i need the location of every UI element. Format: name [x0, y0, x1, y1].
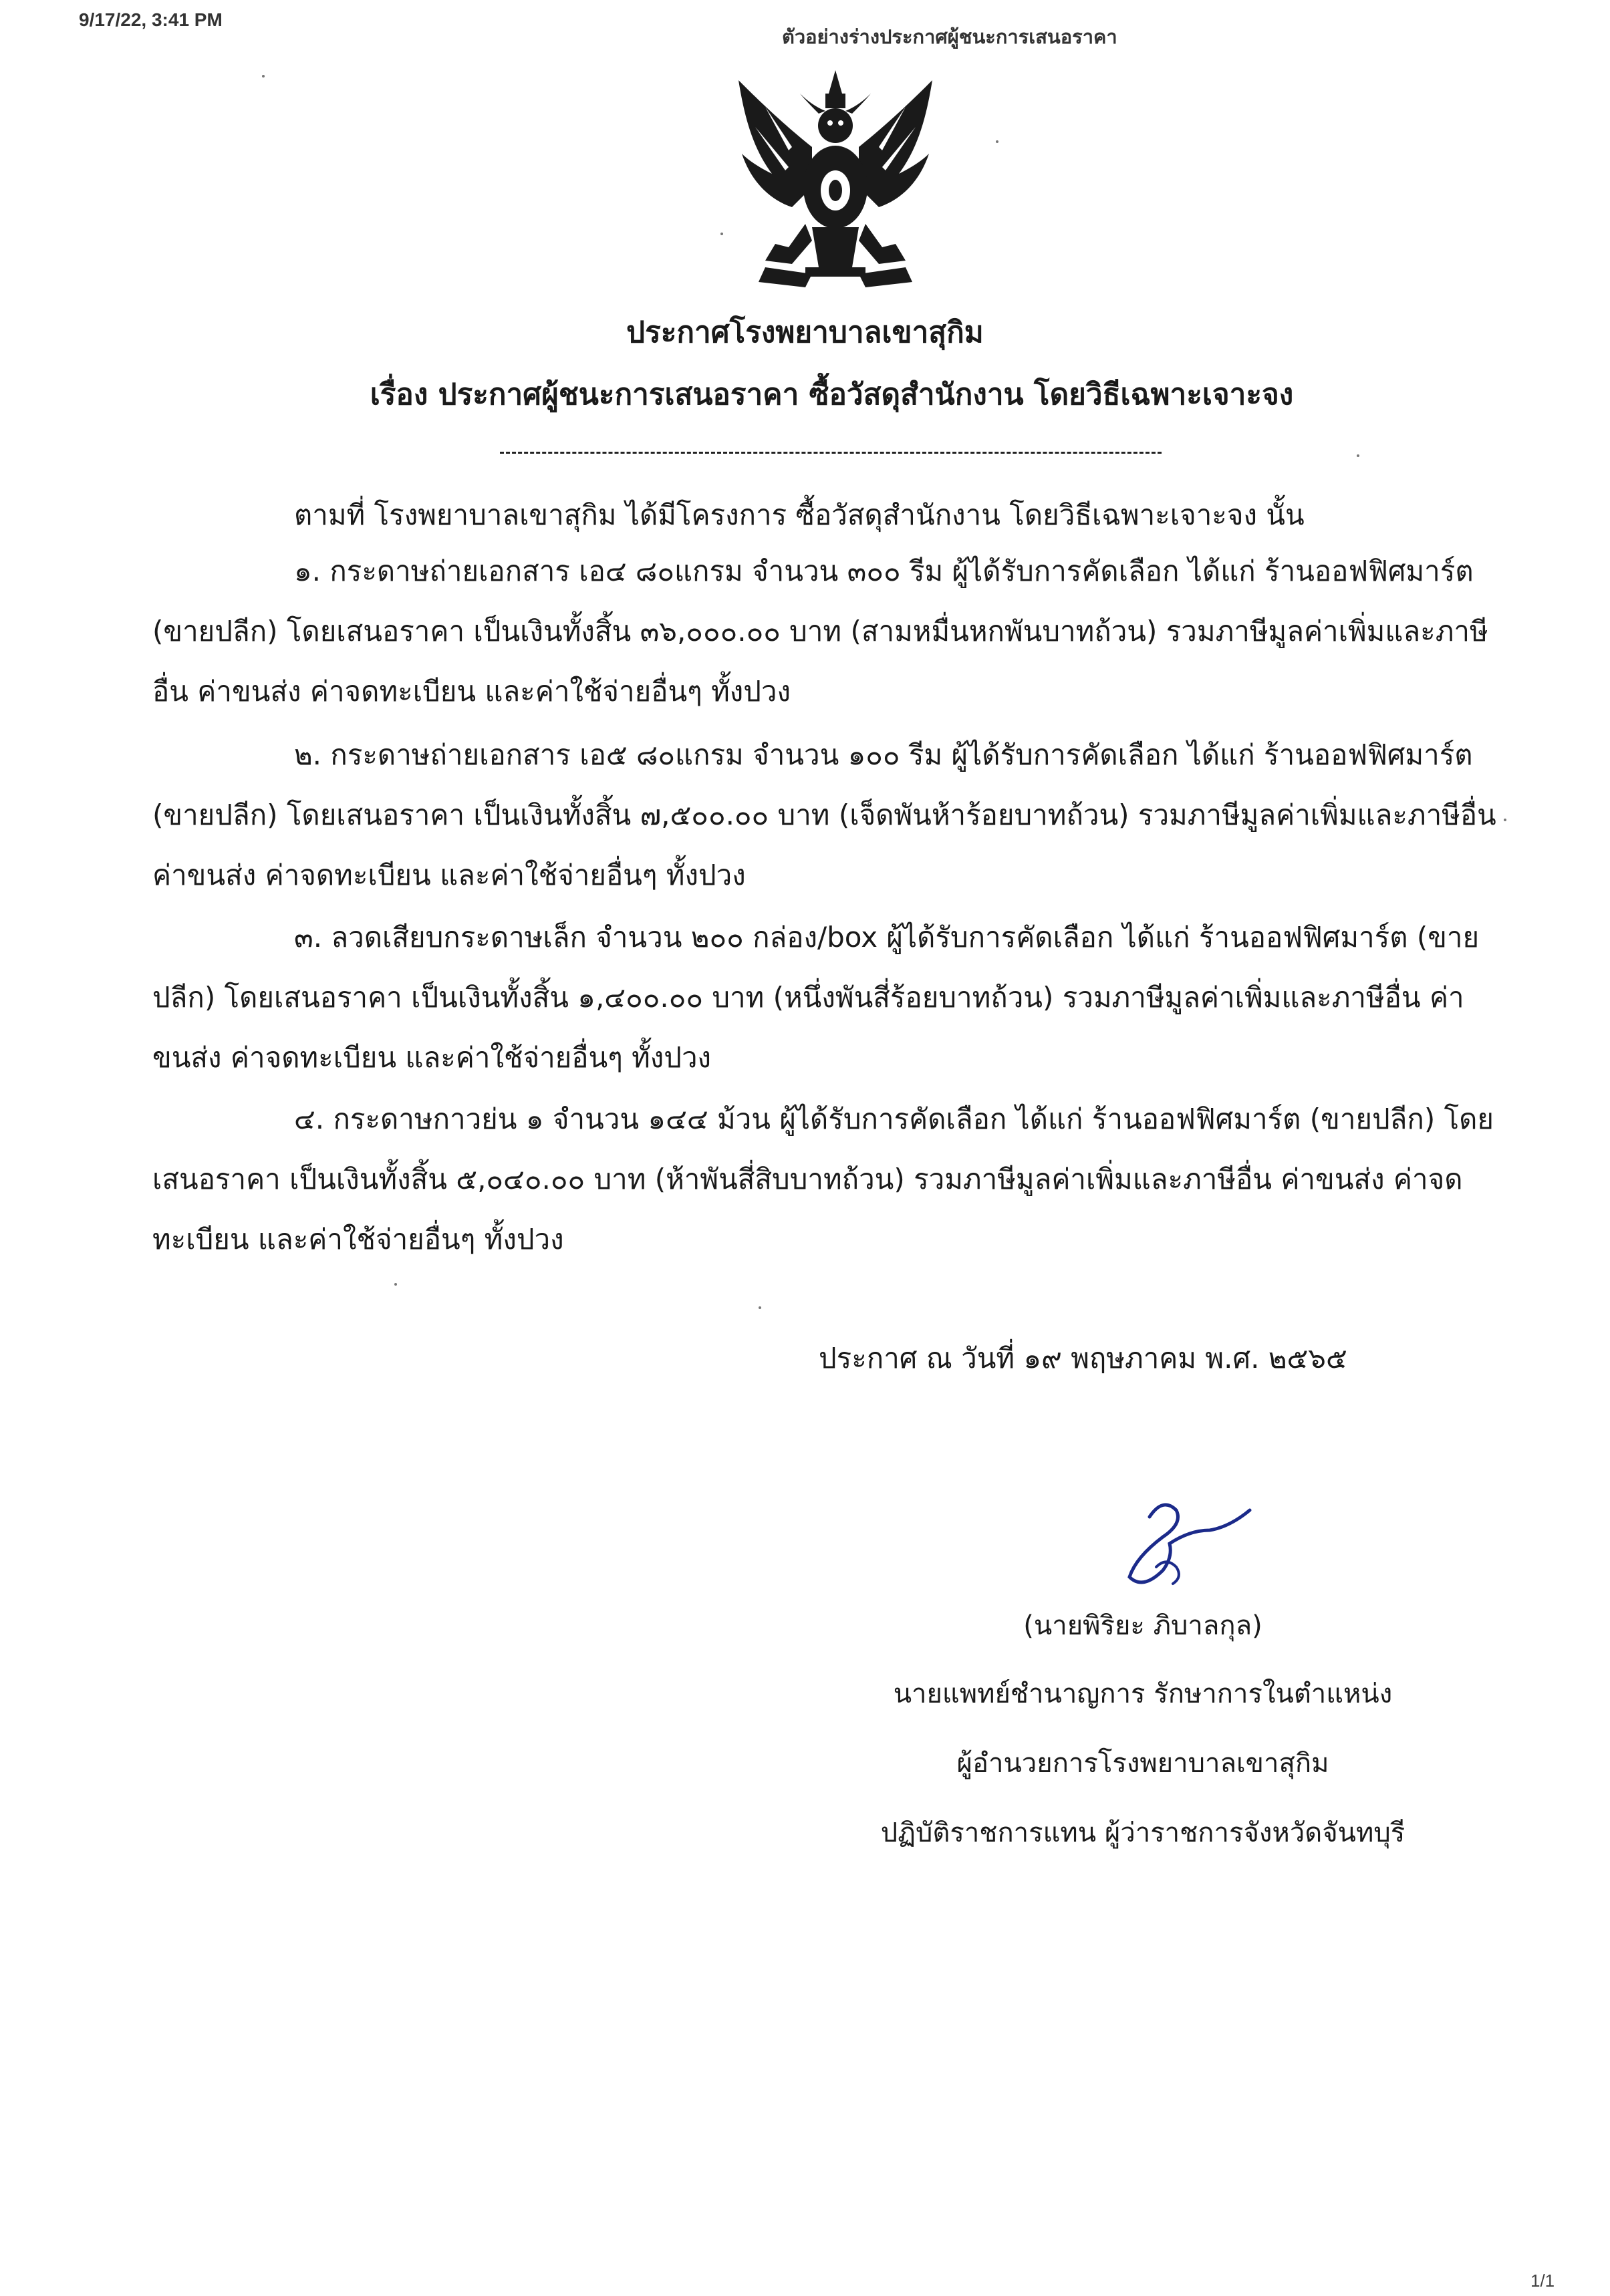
scan-speck: [759, 1306, 761, 1309]
signatory-position-1: นายแพทย์ชำนาญการ รักษาการในตำแหน่ง: [893, 1679, 1393, 1709]
item-4-line-1: ๔. กระดาษกาวย่น ๑ จำนวน ๑๔๔ ม้วน ผู้ได้รับการคัดเลือก ได้แก่ ร้านออฟฟิศมาร์ต (ขายปลีก) โดย: [294, 1103, 1494, 1135]
intro-paragraph: ตามที่ โรงพยาบาลเขาสุกิม ได้มีโครงการ ซื้อวัสดุสำนักงาน โดยวิธีเฉพาะเจาะจง นั้น: [294, 498, 1305, 531]
item-2: [152, 725, 1496, 905]
item-1-line-1: ๑. กระดาษถ่ายเอกสาร เอ๔ ๘๐แกรม จำนวน ๓๐๐ รีม ผู้ได้รับการคัดเลือก ได้แก่ ร้านออฟฟิศมาร์ต: [294, 555, 1474, 587]
title-divider: [500, 452, 1162, 454]
item-1-line-3: อื่น ค่าขนส่ง ค่าจดทะเบียน และค่าใช้จ่ายอื่นๆ ทั้งปวง: [152, 675, 791, 708]
signatory-position-3: ปฏิบัติราชการแทน ผู้ว่าราชการจังหวัดจันทบุรี: [880, 1818, 1405, 1848]
scan-speck: [394, 1283, 397, 1286]
item-4: [152, 1089, 1494, 1270]
item-3-line-3: ขนส่ง ค่าจดทะเบียน และค่าใช้จ่ายอื่นๆ ทั้งปวง: [152, 1041, 712, 1074]
item-3-line-2: ปลีก) โดยเสนอราคา เป็นเงินทั้งสิ้น ๑,๔๐๐.๐๐ บาท (หนึ่งพันสี่ร้อยบาทถ้วน) รวมภาษีมูลค่าเพิ่มและภาษีอื่น ค่า: [152, 981, 1464, 1014]
announcement-title: ประกาศโรงพยาบาลเขาสุกิม: [626, 315, 984, 349]
scan-speck: [996, 140, 998, 143]
announcement-subject: เรื่อง ประกาศผู้ชนะการเสนอราคา ซื้อวัสดุสำนักงาน โดยวิธีเฉพาะเจาะจง: [370, 378, 1294, 412]
signature-icon: [1109, 1490, 1256, 1597]
garuda-emblem-icon: [725, 67, 946, 294]
item-1-line-2: (ขายปลีก) โดยเสนอราคา เป็นเงินทั้งสิ้น ๓๖,๐๐๐.๐๐ บาท (สามหมื่นหกพันบาทถ้วน) รวมภาษีมูลค่าเพิ่มและภาษี: [152, 615, 1488, 648]
page-number: 1/1: [1530, 2271, 1555, 2291]
item-3: [152, 907, 1482, 1088]
signatory-position-2: ผู้อำนวยการโรงพยาบาลเขาสุกิม: [956, 1748, 1329, 1779]
signatory-name: (นายพิริยะ ภิบาลกุล): [1023, 1610, 1262, 1641]
item-2-line-3: ค่าขนส่ง ค่าจดทะเบียน และค่าใช้จ่ายอื่นๆ ทั้งปวง: [152, 859, 746, 891]
announcement-date: ประกาศ ณ วันที่ ๑๙ พฤษภาคม พ.ศ. ๒๕๖๕: [819, 1342, 1347, 1375]
item-4-line-3: ทะเบียน และค่าใช้จ่ายอื่นๆ ทั้งปวง: [152, 1223, 564, 1256]
item-2-line-2: (ขายปลีก) โดยเสนอราคา เป็นเงินทั้งสิ้น ๗,๕๐๐.๐๐ บาท (เจ็ดพันห้าร้อยบาทถ้วน) รวมภาษีมูลค่าเพิ่มและภาษีอื่น: [152, 799, 1496, 831]
print-timestamp: 9/17/22, 3:41 PM: [79, 9, 223, 30]
header-note: ตัวอย่างร่างประกาศผู้ชนะการเสนอราคา: [782, 25, 1117, 48]
scan-speck: [1504, 819, 1506, 821]
item-3-line-1: ๓. ลวดเสียบกระดาษเล็ก จำนวน ๒๐๐ กล่อง/box ผู้ได้รับการคัดเลือก ได้แก่ ร้านออฟฟิศมาร์ต (ขาย: [294, 921, 1480, 954]
item-2-line-1: ๒. กระดาษถ่ายเอกสาร เอ๕ ๘๐แกรม จำนวน ๑๐๐ รีม ผู้ได้รับการคัดเลือก ได้แก่ ร้านออฟฟิศมาร์ต: [294, 738, 1473, 771]
scan-speck: [1357, 454, 1359, 457]
scan-speck: [262, 75, 265, 78]
item-4-line-2: เสนอราคา เป็นเงินทั้งสิ้น ๕,๐๔๐.๐๐ บาท (ห้าพันสี่สิบบาทถ้วน) รวมภาษีมูลค่าเพิ่มและภาษีอื่น ค่าขนส่ง ค่าจด: [152, 1163, 1463, 1195]
scan-speck: [720, 233, 723, 235]
item-1: [152, 541, 1488, 722]
